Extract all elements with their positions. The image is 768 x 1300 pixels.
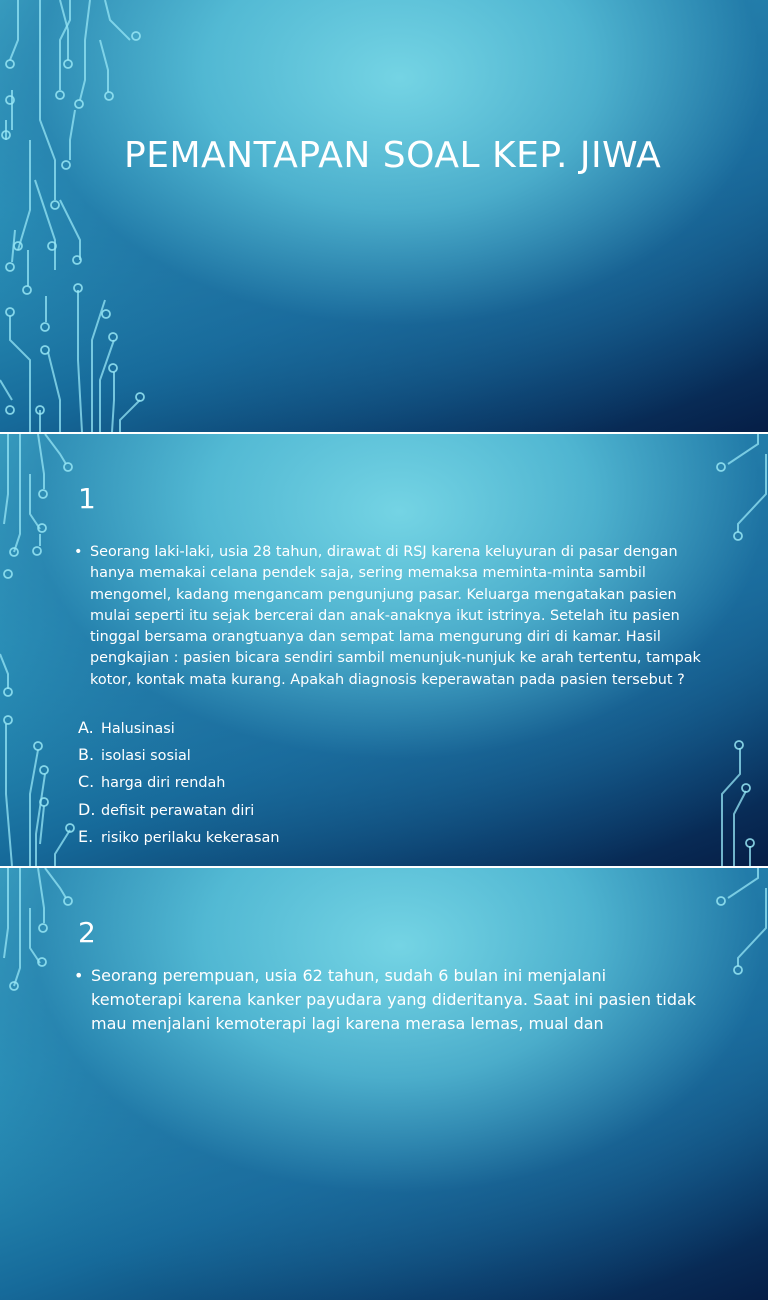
option-text: defisit perawatan diri (101, 802, 255, 819)
slide-question-2 (0, 868, 768, 1300)
option-letter: E. (78, 826, 94, 846)
option-text: harga diri rendah (101, 775, 226, 792)
question-number: 1 (78, 482, 96, 515)
question-text (74, 542, 708, 691)
circuit-decoration-left (0, 868, 80, 1028)
option-a[interactable] (78, 718, 279, 745)
circuit-decoration-left (0, 0, 160, 432)
option-text: Halusinasi (101, 721, 175, 737)
bullet-icon: • (74, 544, 83, 560)
question-number: 2 (78, 916, 96, 949)
slide-title (0, 0, 768, 432)
question-body: Seorang perempuan, usia 62 tahun, sudah 6 bulan ini menjalani kemoterapi karena kanker payudara yang dideritanya. Saat ini pasien tidak mau menjalani kemoterapi lagi karena merasa lemas, mual dan (91, 966, 697, 1033)
answer-options (78, 718, 279, 854)
option-e[interactable] (78, 827, 279, 854)
option-text: isolasi sosial (101, 748, 191, 765)
option-letter: C. (78, 772, 95, 792)
option-text: risiko perilaku kekerasan (101, 829, 280, 846)
option-c[interactable] (78, 772, 279, 799)
option-letter: B. (78, 745, 95, 765)
option-d[interactable] (78, 800, 279, 827)
question-text (74, 964, 701, 1036)
slide-question-1 (0, 434, 768, 866)
circuit-decoration-left (0, 434, 80, 866)
option-letter: A. (78, 718, 94, 737)
option-b[interactable] (78, 745, 279, 772)
question-body: Seorang laki-laki, usia 28 tahun, dirawat di RSJ karena keluyuran di pasar dengan hanya memakai celana pendek saja, sering memaksa meminta-minta sambil mengomel, kadang mengancam pengunjung pasar. Keluarga mengatakan pasien mulai seperti itu sejak bercerai dan anak-anaknya ikut istrinya. Setelah itu pasien tinggal bersama orangtuanya dan sempat lama mengurung diri di kamar. Hasil pengkajian : pasien bicara sendiri sambil menunjuk-nunjuk ke arah tertentu, tampak kotor, kontak mata kurang. Apakah diagnosis keperawatan pada pasien tersebut ? (90, 544, 701, 688)
slide-title-text: PEMANTAPAN SOAL KEP. JIWA (124, 135, 662, 176)
bullet-icon: • (74, 966, 84, 985)
option-letter: D. (78, 799, 96, 819)
